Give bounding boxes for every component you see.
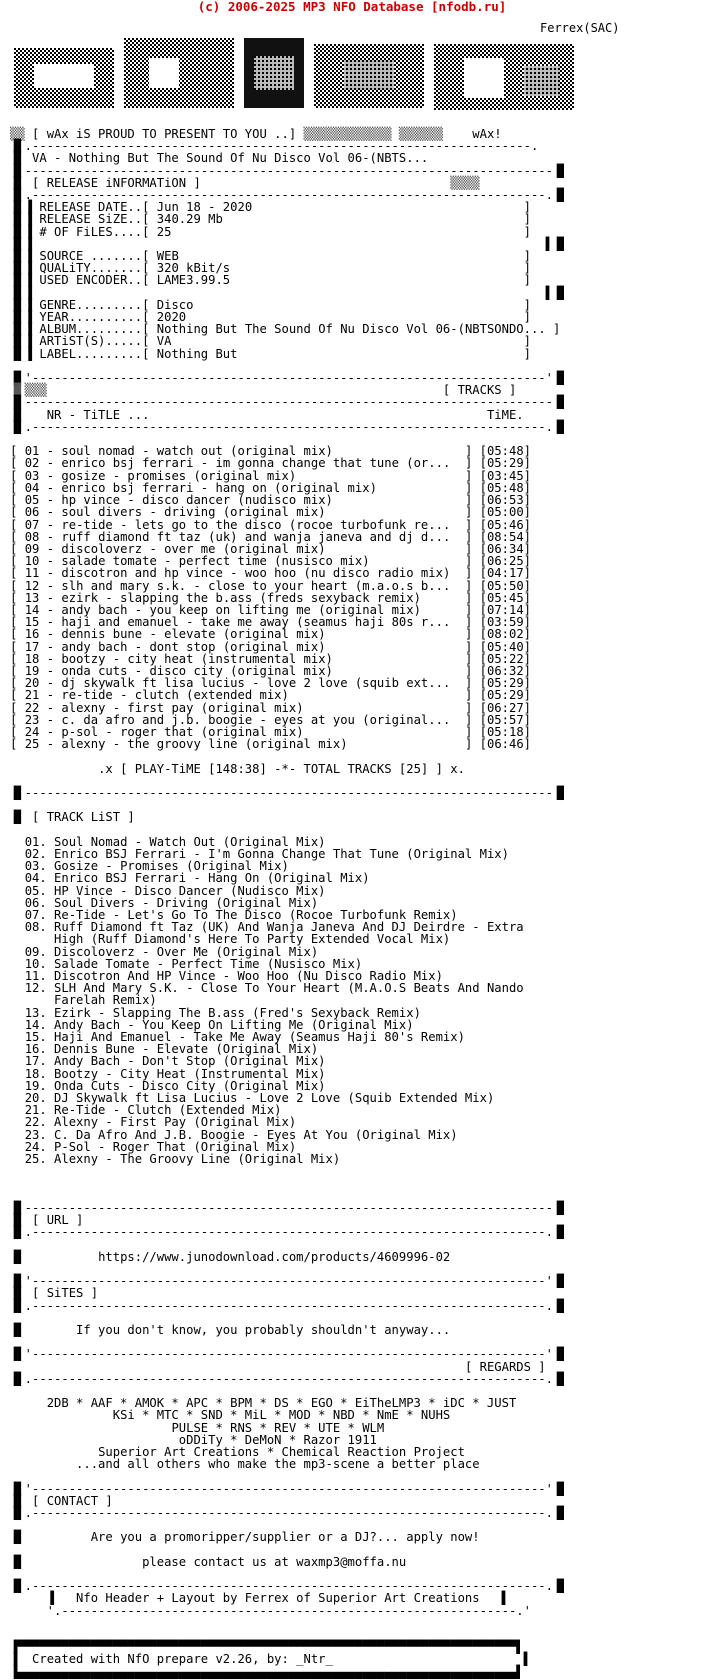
track-title: salade tomate - perfect time (nusisco mix) (61, 554, 370, 569)
contact-email[interactable]: please contact us at waxmp3@moffa.nu (142, 1554, 407, 1569)
tracklist-line: 09. Discoloverz - Over Me (Original Mix) (24, 944, 319, 959)
release-field-label: YEAR..........[ (39, 310, 150, 325)
col-nr-title: NR - TiTLE ... (46, 407, 150, 422)
release-fields (10, 200, 568, 360)
track-time: 06:25 (486, 554, 524, 569)
track-nr: 05 (24, 493, 40, 508)
track-title: hp vince - disco dancer (nudisco mix) (61, 493, 333, 508)
release-field-value: WEB (156, 249, 179, 264)
track-time: 05:00 (486, 505, 524, 520)
tracklist-line: 25. Alexny - The Groovy Line (Original Mix) (24, 1152, 341, 1167)
tracklist-line: 17. Andy Bach - Don't Stop (Original Mix) (24, 1054, 326, 1069)
sites-text: If you don't know, you probably shouldn't anyway... (76, 1322, 451, 1337)
tracklist-line: 06. Soul Divers - Driving (Original Mix) (24, 895, 319, 910)
track-nr: 14 (24, 602, 40, 617)
track-row: [ 02 - enrico bsj ferrari - im gonna change that tune (or... ] [05:29] (10, 456, 531, 471)
track-row: [ 13 - ezirk - slapping the b.ass (freds sexyback remix) ] [05:45] (10, 590, 532, 605)
release-url[interactable]: https://www.junodownload.com/products/4609996-02 (98, 1249, 451, 1264)
track-nr: 11 (24, 566, 40, 581)
track-row: [ 18 - bootzy - city heat (instrumental mix) ] [05:22] (10, 651, 532, 666)
track-row: [ 17 - andy bach - dont stop (original mix) ] [05:40] (10, 639, 532, 654)
track-nr: 21 (24, 688, 40, 703)
track-title: c. da afro and j.b. boogie - eyes at you (original... (61, 712, 451, 727)
section-url: [ URL ] (32, 1213, 84, 1228)
tracklist-line: 24. P-Sol - Roger That (Original Mix) (24, 1139, 297, 1154)
track-title: ruff diamond ft taz (uk) and wanja janeva and dj d... (61, 529, 451, 544)
release-field-value: 25 (156, 224, 172, 239)
track-nr: 18 (24, 651, 40, 666)
release-field-label: # OF FiLES....[ (39, 224, 150, 239)
track-row: [ 10 - salade tomate - perfect time (nusisco mix) ] [06:25] (10, 554, 532, 569)
track-nr: 03 (24, 468, 40, 483)
regards-line: oDDiTy * DeMoN * Razor 1911 (178, 1432, 377, 1447)
track-nr: 23 (24, 712, 40, 727)
track-title: onda cuts - disco city (original mix) (61, 663, 333, 678)
release-field-label: USED ENCODER..[ (39, 273, 150, 288)
track-time: 08:02 (486, 627, 524, 642)
contact-line-1: Are you a promoripper/supplier or a DJ?... apply now! (90, 1530, 480, 1545)
track-nr: 08 (24, 529, 40, 544)
track-row: [ 19 - onda cuts - disco city (original mix) ] [06:32] (10, 663, 532, 678)
section-contact: [ CONTACT ] (32, 1493, 113, 1508)
track-time: 05:46 (486, 517, 524, 532)
tracklist-line: 16. Dennis Bune - Elevate (Original Mix) (24, 1042, 319, 1057)
tracklist-line: 10. Salade Tomate - Perfect Time (Nusisco Mix) (24, 956, 363, 971)
track-title: discotron and hp vince - woo hoo (nu disco radio mix) (61, 566, 451, 581)
track-row: [ 24 - p-sol - roger that (original mix) ] [05:18] (10, 724, 531, 739)
track-time: 06:53 (486, 493, 524, 508)
release-field-value: 320 kBit/s (156, 261, 231, 276)
track-row: [ 15 - haji and emanuel - take me away (seamus haji 80s r... ] [03:59] (10, 615, 531, 630)
section-release-info: [ RELEASE iNFORMATiON ] (32, 175, 201, 190)
regards-line: Superior Art Creations * Chemical Reaction Project (98, 1444, 465, 1459)
release-field-label: ALBUM.........[ (39, 322, 150, 337)
release-field-row: ▐▌▐ LABEL.........[ Nothing But ] (10, 346, 531, 361)
track-row: [ 11 - discotron and hp vince - woo hoo (nu disco radio mix) ] [04:17] (10, 566, 531, 581)
release-field-value: Nothing But The Sound Of Nu Disco Vol 06-(NBTSONDO... (156, 322, 546, 337)
track-nr: 20 (24, 676, 40, 691)
track-time: 05:48 (486, 480, 524, 495)
release-field-row: ▐▌▐ ▌▐▌ (10, 236, 568, 251)
track-row: [ 04 - enrico bsj ferrari - hang on (original mix) ] [05:48] (10, 480, 531, 495)
release-field-label: GENRE.........[ (39, 297, 150, 312)
track-title: alexny - first pay (original mix) (61, 700, 304, 715)
track-title: discoloverz - over me (original mix) (61, 541, 326, 556)
release-field-value: Nothing But (156, 346, 238, 361)
release-title: VA - Nothing But The Sound Of Nu Disco Vol 06-(NBTS... (32, 151, 429, 166)
track-title: p-sol - roger that (original mix) (61, 724, 304, 739)
tracklist-line: 15. Haji And Emanuel - Take Me Away (Seamus Haji 80's Remix) (24, 1030, 465, 1045)
author-tag: Ferrex(SAC) (540, 21, 620, 35)
section-tracks: [ TRACKS ] (442, 383, 517, 398)
track-title: enrico bsj ferrari - im gonna change that tune (or... (61, 456, 451, 471)
track-row: [ 07 - re-tide - lets go to the disco (rocoe turbofunk re... ] [05:46] (10, 517, 531, 532)
track-time: 05:29 (486, 456, 524, 471)
release-field-row: ▐▌▐ USED ENCODER..[ LAME3.99.5 ] (10, 273, 531, 288)
track-title: re-tide - lets go to the disco (rocoe turbofunk re... (61, 517, 451, 532)
section-sites: [ SiTES ] (32, 1286, 99, 1301)
proud-line: ▒▒ [ wAx iS PROUD TO PRESENT TO YOU ..] ▒▒▒▒▒▒▒▒▒▒▒▒ ▒▒▒▒▒▒ wAx! (10, 127, 502, 141)
track-time: 06:46 (486, 737, 524, 752)
track-time: 06:34 (486, 541, 524, 556)
tracklist-line: 04. Enrico BSJ Ferrari - Hang On (Original Mix) (24, 871, 370, 886)
track-table (10, 444, 531, 751)
tracklist-line: 07. Re-Tide - Let's Go To The Disco (Rocoe Turbofunk Remix) (24, 908, 458, 922)
track-row: [ 20 - dj skywalk ft lisa lucius - love 2 love (squib ext... ] [05:29] (10, 676, 531, 691)
section-regards: [ REGARDS ] (464, 1359, 546, 1374)
release-field-label: SOURCE .......[ (39, 249, 150, 264)
release-field-label: QUALiTY.......[ (39, 261, 150, 276)
track-row: [ 25 - alexny - the groovy line (original mix) ] [06:46] (10, 737, 532, 752)
track-time: 05:22 (486, 651, 524, 666)
release-field-row: ▐▌▐ ARTiST(S).....[ VA ] (10, 334, 531, 349)
track-row: [ 21 - re-tide - clutch (extended mix) ] [05:29] (10, 688, 532, 703)
tracklist-line: 11. Discotron And HP Vince - Woo Hoo (Nu Disco Radio Mix) (24, 969, 443, 984)
wax-logo (14, 36, 584, 120)
track-nr: 07 (24, 517, 40, 532)
release-field-row: ▐▌▐ SOURCE .......[ WEB ] (10, 249, 531, 264)
track-nr: 15 (24, 615, 40, 630)
track-row: [ 01 - soul nomad - watch out (original mix) ] [05:48] (10, 444, 532, 459)
track-title: slh and mary s.k. - close to your heart (m.a.o.s b... (61, 578, 451, 593)
tracklist-line: 02. Enrico BSJ Ferrari - I'm Gonna Change That Tune (Original Mix) (24, 846, 509, 861)
layout-credit: Nfo Header + Layout by Ferrex of Superior Art Creations (76, 1591, 480, 1606)
tracklist-line: 14. Andy Bach - You Keep On Lifting Me (Original Mix) (24, 1017, 414, 1032)
track-row: [ 09 - discoloverz - over me (original mix) ] [06:34] (10, 541, 532, 556)
release-field-row: ▐▌▐ ALBUM.........[ Nothing But The Sound Of Nu Disco Vol 06-(NBTSONDO... ] (10, 322, 561, 337)
track-time: 05:50 (486, 578, 524, 593)
track-time: 08:54 (486, 529, 524, 544)
tracklist-line: 08. Ruff Diamond ft Taz (UK) And Wanja Janeva And DJ Deirdre - Extra (24, 920, 524, 935)
tracks-summary: .x [ PLAY-TiME [148:38] -*- TOTAL TRACKS [25] ] x. (98, 761, 465, 776)
track-title: bootzy - city heat (instrumental mix) (61, 651, 333, 666)
track-nr: 22 (24, 700, 40, 715)
tracklist-line: 01. Soul Nomad - Watch Out (Original Mix) (24, 834, 326, 849)
tracklist-line: 19. Onda Cuts - Disco City (Original Mix) (24, 1078, 326, 1093)
track-nr: 24 (24, 724, 40, 739)
nfo-body: ▒▒ [ wAx iS PROUD TO PRESENT TO YOU ..] ▒▒▒▒▒▒▒▒▒▒▒▒ ▒▒▒▒▒▒ wAx! ▐▌.--------------------------------------------------------------------. ▐▌ VA - Nothing But The Sound Of Nu Disco Vol 06-(NBTS... ▐▌------------------------------------------------------------------------▐▌ ▐▌ [ RELEASE iNFORMATiON ] ▒▒▒▒ ▐▌.----------------------------------------------------------------------.▐▌ ▐▌▐ RELEASE DATE..[ Jun 18 - 2020 ] ▐▌▐ RELEASE SiZE..[ 340.29 Mb ] ▐▌▐ # OF FiLES....[ 25 ] ▐▌▐ ▌▐▌ ▐▌▐ SOURCE .......[ WEB ] ▐▌▐ QUALiTY.......[ 320 kBit/s ] ▐▌▐ USED ENCODER..[ LAME3.99.5 ] ▐▌▐ ▌▐▌ ▐▌▐ GENRE.........[ Disco ] ▐▌▐ YEAR..........[ 2020 ] ▐▌▐ ALBUM.........[ Nothing But The Sound Of Nu Disco Vol 06-(NBTSONDO... ] ▐▌▐ ARTiST(S).....[ VA ] ▐▌▐ LABEL.........[ Nothing But ] ▐▌'----------------------------------------------------------------------'▐▌ ▐▌▒▒▒ [ TRACKS ] ▐▌------------------------------------------------------------------------▐▌ ▐▌ NR - TiTLE ... TiME. ▐▌.----------------------------------------------------------------------.▐▌ [ 01 - soul nomad - watch out (original mix) ] [05:48] [ 02 - enrico bsj ferrari - im gonna change that tune (or... ] [05:29] [ 03 - gosize - promises (original mix) ] [03:45] [ 04 - enrico bsj ferrari - hang on (original mix) ] [05:48] [ 05 - hp vince - disco dancer (nudisco mix) ] [06:53] [ 06 - soul divers - driving (original mix) ] [05:00] [ 07 - re-tide - lets go to the disco (rocoe turbofunk re... ] [05:46] [ 08 - ruff diamond ft taz (uk) and wanja janeva and dj d... ] [08:54] [ 09 - discoloverz - over me (original mix) ] [06:34] [ 10 - salade tomate - perfect time (nusisco mix) ] [06:25] [ 11 - discotron and hp vince - woo hoo (nu disco radio mix) ] [04:17] [ 12 - slh and mary s.k. - close to your heart (m.a.o.s b... ] [05:50] [ 13 - ezirk - slapping the b.ass (freds sexyback remix) ] [05:45] [ 14 - andy bach - you keep on lifting me (original mix) ] [07:14] [ 15 - haji and emanuel - take me away (seamus haji 80s r... ] [03:59] [ 16 - dennis bune - elevate (original mix) ] [08:02] [ 17 - andy bach - dont stop (original mix) ] [05:40] [ 18 - bootzy - city heat (instrumental mix) ] [05:22] [ 19 - onda cuts - disco city (original mix) ] [06:32] [ 20 - dj skywalk ft lisa lucius - love 2 love (squib ext... ] [05:29] [ 21 - re-tide - clutch (extended mix) ] [05:29] [ 22 - alexny - first pay (original mix) ] [06:27] [ 23 - c. da afro and j.b. boogie - eyes at you (original... ] [05:57] [ 24 - p-sol - roger that (original mix) ] [05:18] [ 25 - alexny - the groovy line (original mix) ] [06:46] .x [ PLAY-TiME [148:38] -*- TOTAL TRACKS [25] ] x. ▐▌------------------------------------------------------------------------▐▌ ▐▌ [ TRACK LiST ] 01. Soul Nomad - Watch Out (Original Mix) 02. Enrico BSJ Ferrari - I'm Gonna Change That Tune (Original Mix) 03. Gosize - Promises (Original Mix) 04. Enrico BSJ Ferrari - Hang On (Original Mix) 05. HP Vince - Disco Dancer (Nudisco Mix) 06. Soul Divers - Driving (Original Mix) 07. Re-Tide - Let's Go To The Disco (Rocoe Turbofunk Remix) 08. Ruff Diamond ft Taz (UK) And Wanja Janeva And DJ Deirdre - Extra High (Ruff Diamond's Here To Party Extended Vocal Mix) 09. Discoloverz - Over Me (Original Mix) 10. Salade Tomate - Perfect Time (Nusisco Mix) 11. Discotron And HP Vince - Woo Hoo (Nu Disco Radio Mix) 12. SLH And Mary S.K. - Close To Your Heart (M.A.O.S Beats And Nando Farelah Remix) 13. Ezirk - Slapping The B.ass (Fred's Sexyback Remix) 14. Andy Bach - You Keep On Lifting Me (Original Mix) 15. Haji And Emanuel - Take Me Away (Seamus Haji 80's Remix) 16. Dennis Bune - Elevate (Original Mix) 17. Andy Bach - Don't Stop (Original Mix) 18. Bootzy - City Heat (Instrumental Mix) 19. Onda Cuts - Disco City (Original Mix) 20. DJ Skywalk ft Lisa Lucius - Love 2 Love (Squib Extended Mix) 21. Re-Tide - Clutch (Extended Mix) 22. Alexny - First Pay (Original Mix) 23. C. Da Afro And J.B. Boogie - Eyes At You (Original Mix) 24. P-Sol - Roger That (Original Mix) 25. Alexny - The Groovy Line (Original Mix) ▐▌------------------------------------------------------------------------▐▌ ▐▌ [ URL ] ▐▌.----------------------------------------------------------------------.▐▌ ▐▌ https://www.junodownload.com/products/4609996-02 ▐▌'----------------------------------------------------------------------'▐▌ ▐▌ [ SiTES ] ▐▌.----------------------------------------------------------------------.▐▌ ▐▌ If you don't know, you probably shouldn't anyway... ▐▌'----------------------------------------------------------------------'▐▌ [ REGARDS ] ▐▌.----------------------------------------------------------------------.▐▌ 2DB * AAF * AMOK * APC * BPM * DS * EGO * EiTheLMP3 * iDC * JUST KSi * MTC * SND * MiL * MOD * NBD * NmE * NUHS PULSE * RNS * REV * UTE * WLM oDDiTy * DeMoN * Razor 1911 Superior Art Creations * Chemical Reaction Project ...and all others who make the mp3-scene a better place ▐▌'----------------------------------------------------------------------'▐▌ ▐▌ [ CONTACT ] ▐▌.----------------------------------------------------------------------.▐▌ ▐▌ Are you a promoripper/supplier or a DJ?... apply now! ▐▌ please contact us at waxmp3@moffa.nu ▐▌.----------------------------------------------------------------------.▐▌ ▐ Nfo Header + Layout by Ferrex of Superior Art Creations ▌ '.--------------------------------------------------------------.' ▐▀▀▀▀▀▀▀▀▀▀▀▀▀▀▀▀▀▀▀▀▀▀▀▀▀▀▀▀▀▀▀▀▀▀▀▀▀▀▀▀▀▀▀▀▀▀▀▀▀▀▀▀▀▀▀▀▀▀▀▀▀▀▀▀▀▀▀▀▌ ▐ Created with NfO prepare v2.26, by: _Ntr_ ▌ ▐▄▄▄▄▄▄▄▄▄▄▄▄▄▄▄▄▄▄▄▄▄▄▄▄▄▄▄▄▄▄▄▄▄▄▄▄▄▄▄▄▄▄▄▄▄▄▄▄▄▄▄▄▄▄▄▄▄▄▄▄▄▄▄▄▄▄▄▄▌ (10, 127, 568, 1679)
regards-list (10, 1396, 516, 1471)
release-field-value: VA (156, 334, 172, 349)
track-nr: 16 (24, 627, 40, 642)
release-field-value: 340.29 Mb (156, 212, 223, 227)
tracklist-line: 03. Gosize - Promises (Original Mix) (24, 859, 289, 874)
track-nr: 01 (24, 444, 40, 459)
track-row: [ 03 - gosize - promises (original mix) ] [03:45] (10, 468, 532, 483)
track-title: haji and emanuel - take me away (seamus haji 80s r... (61, 615, 451, 630)
track-row: [ 12 - slh and mary s.k. - close to your heart (m.a.o.s b... ] [05:50] (10, 578, 531, 593)
track-title: dennis bune - elevate (original mix) (61, 627, 326, 642)
track-nr: 02 (24, 456, 40, 471)
release-field-value: LAME3.99.5 (156, 273, 231, 288)
track-time: 05:48 (486, 444, 524, 459)
track-nr: 17 (24, 639, 40, 654)
regards-line: 2DB * AAF * AMOK * APC * BPM * DS * EGO * EiTheLMP3 * iDC * JUST (46, 1396, 517, 1411)
track-nr: 12 (24, 578, 40, 593)
track-time: 03:59 (486, 615, 524, 630)
track-row: [ 06 - soul divers - driving (original mix) ] [05:00] (10, 505, 532, 520)
tracklist-line: 23. C. Da Afro And J.B. Boogie - Eyes At You (Original Mix) (24, 1127, 458, 1142)
track-nr: 09 (24, 541, 40, 556)
track-title: re-tide - clutch (extended mix) (61, 688, 289, 703)
tracklist (10, 835, 524, 1166)
tracklist-line: 18. Bootzy - City Heat (Instrumental Mix) (24, 1066, 326, 1081)
release-field-row: ▐▌▐ GENRE.........[ Disco ] (10, 297, 531, 312)
track-row: [ 16 - dennis bune - elevate (original mix) ] [08:02] (10, 627, 532, 642)
track-row: [ 23 - c. da afro and j.b. boogie - eyes at you (original... ] [05:57] (10, 712, 531, 727)
track-nr: 13 (24, 590, 40, 605)
release-field-row: ▐▌▐ ▌▐▌ (10, 285, 568, 300)
tracklist-line: 12. SLH And Mary S.K. - Close To Your Heart (M.A.O.S Beats And Nando (24, 981, 524, 996)
tracklist-line: 21. Re-Tide - Clutch (Extended Mix) (24, 1103, 282, 1118)
track-row: [ 08 - ruff diamond ft taz (uk) and wanja janeva and dj d... ] [08:54] (10, 529, 531, 544)
track-time: 06:32 (486, 663, 524, 678)
release-field-label: ARTiST(S).....[ (39, 334, 150, 349)
release-field-label: RELEASE DATE..[ (39, 200, 150, 215)
track-time: 06:27 (486, 700, 524, 715)
track-row: [ 22 - alexny - first pay (original mix) ] [06:27] (10, 700, 531, 715)
tracklist-line: Farelah Remix) (24, 993, 157, 1008)
release-field-row: ▐▌▐ # OF FiLES....[ 25 ] (10, 224, 531, 239)
regards-line: PULSE * RNS * REV * UTE * WLM (171, 1420, 385, 1435)
section-tracklist: [ TRACK LiST ] (32, 810, 135, 825)
tracklist-line: 22. Alexny - First Pay (Original Mix) (24, 1115, 297, 1130)
release-field-value: 2020 (156, 310, 187, 325)
tracklist-line: 05. HP Vince - Disco Dancer (Nudisco Mix) (24, 883, 326, 898)
release-field-label: LABEL.........[ (39, 346, 150, 361)
track-title: gosize - promises (original mix) (61, 468, 297, 483)
track-title: dj skywalk ft lisa lucius - love 2 love (squib ext... (61, 676, 451, 691)
track-time: 05:18 (486, 724, 524, 739)
regards-line: ...and all others who make the mp3-scene a better place (76, 1457, 480, 1472)
release-field-value: Disco (156, 297, 194, 312)
track-title: andy bach - you keep on lifting me (original mix) (61, 602, 421, 617)
track-time: 03:45 (486, 468, 524, 483)
track-nr: 04 (24, 480, 40, 495)
release-field-row: ▐▌▐ RELEASE DATE..[ Jun 18 - 2020 ] (10, 200, 531, 215)
tracklist-line: 20. DJ Skywalk ft Lisa Lucius - Love 2 Love (Squib Extended Mix) (24, 1091, 495, 1106)
track-row: [ 05 - hp vince - disco dancer (nudisco mix) ] [06:53] (10, 493, 532, 508)
col-time: TiME. (486, 407, 524, 422)
copyright-banner: (c) 2006-2025 MP3 NFO Database [nfodb.ru] (197, 0, 507, 14)
track-nr: 10 (24, 554, 40, 569)
track-title: enrico bsj ferrari - hang on (original mix) (61, 480, 377, 495)
track-nr: 06 (24, 505, 40, 520)
track-time: 05:29 (486, 688, 524, 703)
release-field-label: RELEASE SiZE..[ (39, 212, 150, 227)
track-title: soul nomad - watch out (original mix) (61, 444, 333, 459)
release-field-value: Jun 18 - 2020 (156, 200, 253, 215)
release-field-row: ▐▌▐ QUALiTY.......[ 320 kBit/s ] (10, 261, 531, 276)
release-field-row: ▐▌▐ RELEASE SiZE..[ 340.29 Mb ] (10, 212, 531, 227)
created-with: Created with NfO prepare v2.26, by: _Ntr_ (32, 1652, 333, 1667)
track-title: soul divers - driving (original mix) (61, 505, 326, 520)
track-row: [ 14 - andy bach - you keep on lifting me (original mix) ] [07:14] (10, 602, 532, 617)
track-title: andy bach - dont stop (original mix) (61, 639, 326, 654)
track-time: 05:57 (486, 712, 524, 727)
track-time: 07:14 (486, 602, 524, 617)
track-nr: 19 (24, 663, 40, 678)
tracklist-line: High (Ruff Diamond's Here To Party Extended Vocal Mix) (24, 932, 451, 947)
track-time: 05:40 (486, 639, 524, 654)
track-time: 05:45 (486, 590, 524, 605)
tracklist-line: 13. Ezirk - Slapping The B.ass (Fred's Sexyback Remix) (24, 1005, 421, 1020)
track-title: alexny - the groovy line (original mix) (61, 737, 348, 752)
track-time: 04:17 (486, 566, 524, 581)
track-title: ezirk - slapping the b.ass (freds sexyback remix) (61, 590, 421, 605)
track-time: 05:29 (486, 676, 524, 691)
track-nr: 25 (24, 737, 40, 752)
regards-line: KSi * MTC * SND * MiL * MOD * NBD * NmE * NUHS (112, 1408, 451, 1423)
group-tag: wAx! (472, 127, 502, 141)
release-field-row: ▐▌▐ YEAR..........[ 2020 ] (10, 310, 531, 325)
